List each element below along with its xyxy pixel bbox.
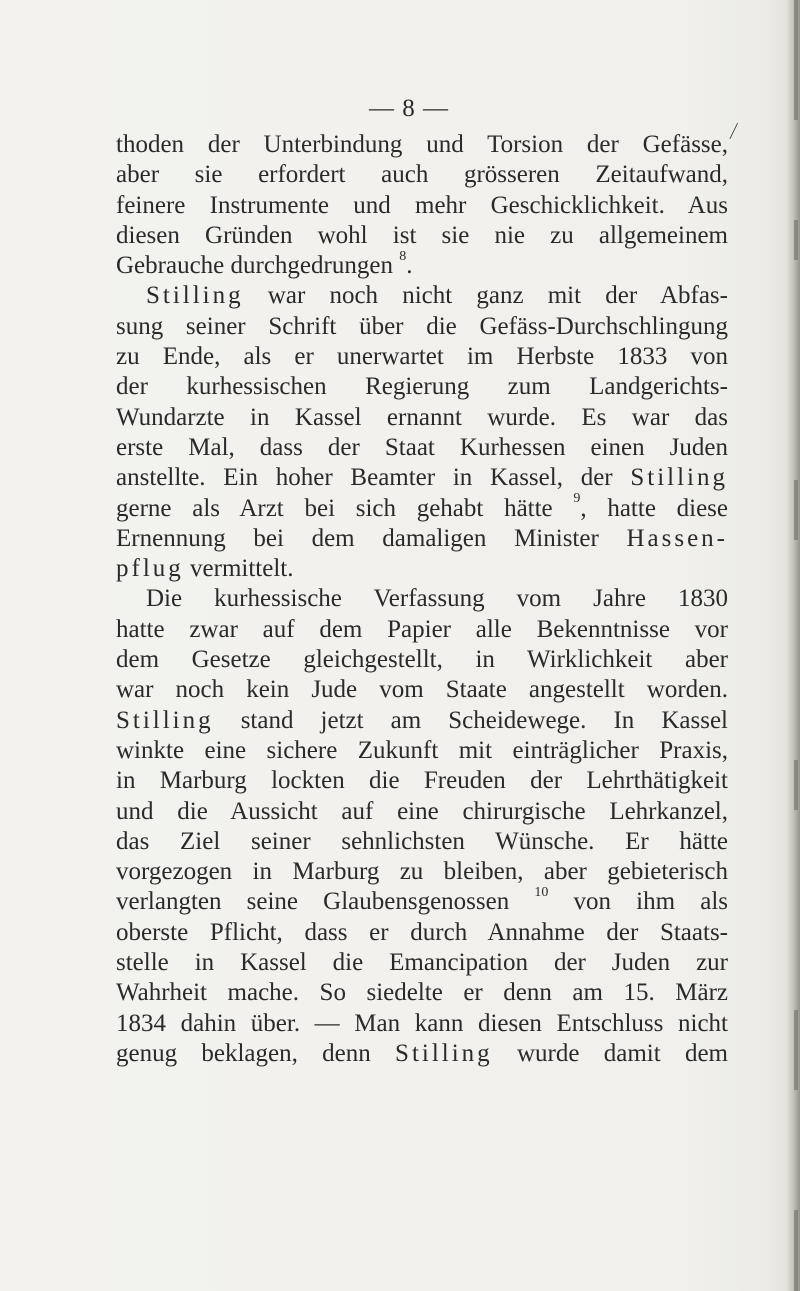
text-segment: verlangten seine Glaubensgenossen bbox=[116, 888, 535, 916]
text-line bbox=[116, 554, 728, 584]
text-segment: vorgezogen in Marburg zu bleiben, aber gebieterisch bbox=[116, 858, 728, 886]
text-segment: gerne als Arzt bei sich gehabt hätte bbox=[116, 494, 574, 522]
text-line bbox=[116, 342, 728, 372]
text-line bbox=[116, 372, 728, 402]
text-segment: vermittelt. bbox=[183, 555, 294, 583]
text-segment: war noch kein Jude vom Staate angestellt worden. bbox=[116, 676, 728, 704]
text-segment: war noch nicht ganz mit der Abfas- bbox=[243, 282, 728, 310]
spaced-name: Hassen- bbox=[626, 524, 728, 552]
text-line bbox=[116, 1009, 728, 1039]
text-line bbox=[116, 433, 728, 463]
text-segment: oberste Pflicht, dass er durch Annahme der Staats- bbox=[116, 918, 728, 946]
text-line bbox=[116, 887, 728, 917]
text-line bbox=[116, 1039, 728, 1069]
text-line bbox=[116, 948, 728, 978]
text-segment: in Marburg lockten die Freuden der Lehrthätigkeit bbox=[116, 767, 728, 795]
text-segment: , hatte diese bbox=[580, 494, 729, 522]
text-line bbox=[116, 281, 728, 311]
text-line bbox=[116, 584, 728, 614]
text-line bbox=[116, 615, 728, 645]
text-line bbox=[116, 248, 728, 281]
page-edge-mark bbox=[794, 1210, 798, 1291]
text-segment: Wundarzte in Kassel ernannt wurde. Es war das bbox=[116, 403, 728, 431]
text-line bbox=[116, 191, 728, 221]
text-line bbox=[116, 857, 728, 887]
text-segment: thoden der Unterbindung und Torsion der Gefässe, bbox=[116, 131, 728, 158]
text-segment: . bbox=[406, 252, 413, 280]
text-segment: erste Mal, dass der Staat Kurhessen einen Juden bbox=[116, 433, 728, 461]
text-line bbox=[116, 160, 728, 190]
corner-mark: ⁄ bbox=[729, 117, 738, 144]
text-segment: feinere Instrumente und mehr Geschicklichkeit. Aus bbox=[116, 191, 728, 219]
text-line bbox=[116, 221, 728, 251]
text-line bbox=[116, 827, 728, 857]
page-number: — 8 — bbox=[369, 95, 449, 122]
page-edge-mark bbox=[794, 1010, 798, 1090]
text-segment: Die kurhessische Verfassung vom Jahre 1830 bbox=[146, 585, 728, 613]
footnote-marker: 9 bbox=[573, 491, 581, 507]
text-segment: diesen Gründen wohl ist sie nie zu allgemeinem bbox=[116, 221, 728, 249]
text-line bbox=[116, 491, 729, 524]
text-line bbox=[116, 978, 728, 1008]
spaced-name: pflug bbox=[116, 555, 184, 583]
spaced-name: Stilling bbox=[116, 706, 214, 734]
text-segment: aber sie erfordert auch grösseren Zeitaufwand, bbox=[116, 161, 728, 189]
text-segment: Gebrauche durchgedrungen bbox=[116, 252, 400, 280]
text-segment: dem Gesetze gleichgestellt, in Wirklichkeit aber bbox=[116, 646, 728, 674]
text-line bbox=[116, 706, 728, 736]
text-line bbox=[116, 463, 728, 493]
text-segment: stand jetzt am Scheidewege. In Kassel bbox=[213, 706, 728, 734]
page-edge-mark bbox=[794, 760, 798, 810]
text-segment: wurde damit dem bbox=[492, 1039, 728, 1067]
text-segment: von ihm als bbox=[548, 888, 728, 916]
page-edge-mark bbox=[794, 480, 798, 540]
footnote-marker: 10 bbox=[534, 885, 549, 901]
text-line bbox=[116, 918, 728, 948]
footnote-marker: 8 bbox=[399, 248, 407, 264]
text-segment: zu Ende, als er unerwartet im Herbste 1833 von bbox=[116, 343, 728, 371]
text-segment: der kurhessischen Regierung zum Landgerichts- bbox=[116, 373, 728, 401]
spaced-name: Stilling bbox=[630, 464, 728, 492]
text-line bbox=[116, 736, 728, 766]
text-segment: sung seiner Schrift über die Gefäss-Durchschlingung bbox=[116, 312, 728, 340]
text-line bbox=[116, 766, 728, 796]
text-segment: anstellte. Ein hoher Beamter in Kassel, der bbox=[116, 464, 631, 492]
text-line bbox=[116, 130, 728, 160]
text-segment: das Ziel seiner sehnlichsten Wünsche. Er hätte bbox=[116, 827, 728, 855]
text-segment: winkte eine sichere Zukunft mit einträglicher Praxis, bbox=[116, 736, 728, 764]
spaced-name: Stilling bbox=[395, 1039, 493, 1067]
text-segment: Wahrheit mache. So siedelte er denn am 15. März bbox=[116, 979, 728, 1007]
text-segment: genug beklagen, denn bbox=[116, 1039, 396, 1067]
text-line bbox=[116, 675, 728, 705]
text-line bbox=[116, 645, 728, 675]
text-segment: Ernennung bei dem damaligen Minister bbox=[116, 524, 627, 552]
text-segment: stelle in Kassel die Emancipation der Juden zur bbox=[116, 949, 728, 977]
spaced-name: Stilling bbox=[146, 282, 244, 310]
text-line bbox=[116, 524, 728, 554]
text-segment: 1834 dahin über. — Man kann diesen Entschluss nicht bbox=[116, 1009, 728, 1037]
page-edge-shadow bbox=[786, 0, 800, 1291]
page-edge-mark bbox=[794, 220, 798, 260]
text-line bbox=[116, 312, 728, 342]
text-segment: hatte zwar auf dem Papier alle Bekenntnisse vor bbox=[116, 615, 728, 643]
body-text bbox=[116, 130, 728, 1069]
text-segment: und die Aussicht auf eine chirurgische Lehrkanzel, bbox=[116, 797, 728, 825]
text-line bbox=[116, 403, 728, 433]
text-line bbox=[116, 797, 728, 827]
